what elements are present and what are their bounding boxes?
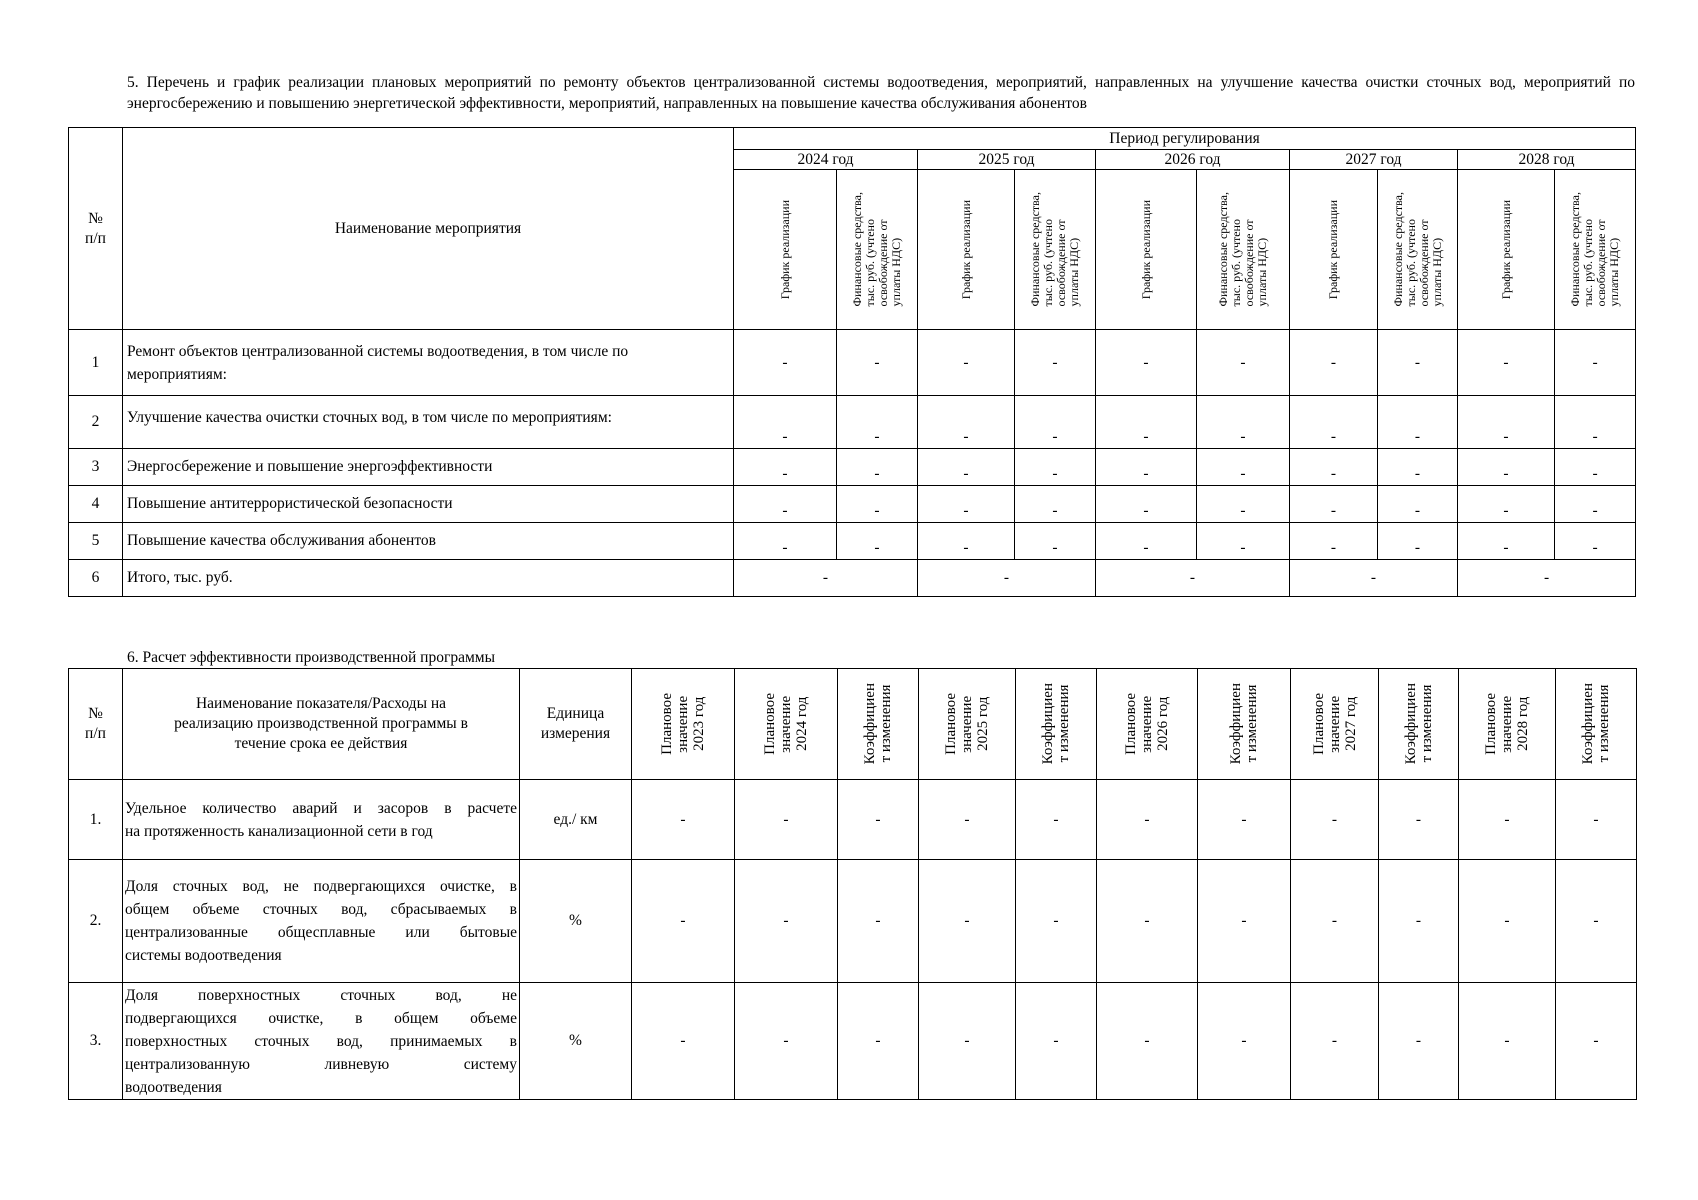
value-cell: - xyxy=(1291,860,1379,983)
value-cell: - xyxy=(1016,780,1097,860)
header-label: Коэффициен т изменения xyxy=(1402,683,1435,765)
col-header-change-coefficient xyxy=(1379,669,1459,780)
value-cell: - xyxy=(919,780,1016,860)
value-cell: - xyxy=(734,486,837,523)
value-cell: - xyxy=(838,983,919,1100)
efficiency-table xyxy=(68,668,1637,1100)
schedule-label: График реализации xyxy=(1138,199,1153,300)
value-cell: - xyxy=(1198,983,1291,1100)
header-label: Плановое значение 2023 год xyxy=(659,693,707,755)
col-header-year: 2025 год xyxy=(918,150,1096,170)
value-cell: - xyxy=(1097,780,1198,860)
table-row xyxy=(69,330,1636,396)
vertical-label xyxy=(1291,693,1378,755)
col-header-year: 2028 год xyxy=(1458,150,1636,170)
unit-cell: % xyxy=(520,860,632,983)
value-cell: - xyxy=(1097,983,1198,1100)
value-cell: - xyxy=(837,523,918,560)
value-cell: - xyxy=(1197,330,1290,396)
value-cell: - xyxy=(632,780,735,860)
value-cell: - xyxy=(1459,983,1556,1100)
value-cell: - xyxy=(838,860,919,983)
total-value-cell: - xyxy=(1458,560,1636,597)
header-label: Плановое значение 2026 год xyxy=(1123,693,1171,755)
vertical-label xyxy=(918,200,1014,299)
col-header-year: 2026 год xyxy=(1096,150,1290,170)
activity-name: Повышение качества обслуживания абонентов xyxy=(123,523,734,560)
activity-name: Улучшение качества очистки сточных вод, в том числе по мероприятиям: xyxy=(123,396,734,449)
finance-label: Финансовые средства, тыс. руб. (учтено освобождение от уплаты НДС) xyxy=(1216,192,1269,307)
value-cell: - xyxy=(1378,523,1458,560)
value-cell: - xyxy=(1290,330,1378,396)
vertical-label xyxy=(919,693,1015,755)
value-cell: - xyxy=(1378,449,1458,486)
vertical-label xyxy=(1458,200,1554,299)
value-cell: - xyxy=(918,330,1015,396)
indicator-name-line: водоотведения xyxy=(125,1078,222,1096)
finance-label: Финансовые средства, тыс. руб. (учтено освобождение от уплаты НДС) xyxy=(1390,192,1444,307)
vertical-label xyxy=(837,192,917,306)
vertical-label xyxy=(735,693,837,755)
col-header-year: 2027 год xyxy=(1290,150,1458,170)
table-row xyxy=(69,983,1637,1100)
header-label: Коэффициен т изменения xyxy=(862,683,894,765)
col-header-schedule xyxy=(918,170,1015,330)
activity-name: Повышение антитеррористической безопасности xyxy=(123,486,734,523)
vertical-label xyxy=(1096,200,1196,299)
value-cell: - xyxy=(838,780,919,860)
value-cell: - xyxy=(735,780,838,860)
header-label: Плановое значение 2027 год xyxy=(1310,693,1359,755)
table-row xyxy=(69,780,1637,860)
value-cell: - xyxy=(735,860,838,983)
indicator-name-line: на протяженность канализационной сети в год xyxy=(125,822,433,840)
vertical-label xyxy=(1459,693,1555,755)
value-cell: - xyxy=(1458,449,1555,486)
value-cell: - xyxy=(1556,780,1637,860)
col-header-number: № п/п xyxy=(69,669,123,780)
value-cell: - xyxy=(1458,330,1555,396)
col-header-change-coefficient xyxy=(1198,669,1291,780)
total-value-cell: - xyxy=(918,560,1096,597)
col-header-planned-value xyxy=(1291,669,1379,780)
total-row xyxy=(69,560,1636,597)
total-label: Итого, тыс. руб. xyxy=(123,560,734,597)
value-cell: - xyxy=(1197,396,1290,449)
indicator-name-line: системы водоотведения xyxy=(125,947,282,964)
value-cell: - xyxy=(1555,396,1636,449)
col-header-schedule xyxy=(1458,170,1555,330)
value-cell: - xyxy=(1378,396,1458,449)
activity-name: Ремонт объектов централизованной системы водоотведения, в том числе по мероприятиям: xyxy=(123,330,734,396)
value-cell: - xyxy=(918,486,1015,523)
vertical-label xyxy=(1379,683,1458,764)
col-header-indicator-name: Наименование показателя/Расходы на реализацию производственной программы в течение срока ее действия xyxy=(123,669,520,780)
col-header-change-coefficient xyxy=(838,669,919,780)
col-header-planned-value xyxy=(735,669,838,780)
table-row xyxy=(69,523,1636,560)
value-cell: - xyxy=(1555,449,1636,486)
value-cell: - xyxy=(1096,449,1197,486)
unit-cell: % xyxy=(520,983,632,1100)
col-header-finance xyxy=(1015,170,1096,330)
value-cell: - xyxy=(1378,330,1458,396)
value-cell: - xyxy=(1379,860,1459,983)
vertical-label xyxy=(1016,683,1096,764)
vertical-label xyxy=(1198,683,1290,764)
value-cell: - xyxy=(1198,860,1291,983)
value-cell: - xyxy=(1379,983,1459,1100)
unit-cell: ед./ км xyxy=(520,780,632,860)
col-header-finance xyxy=(837,170,918,330)
value-cell: - xyxy=(734,449,837,486)
col-header-planned-value xyxy=(919,669,1016,780)
value-cell: - xyxy=(837,449,918,486)
indicator-name xyxy=(123,983,520,1100)
value-cell: - xyxy=(1458,486,1555,523)
value-cell: - xyxy=(1290,396,1378,449)
value-cell: - xyxy=(1016,983,1097,1100)
col-header-schedule xyxy=(1096,170,1197,330)
col-header-change-coefficient xyxy=(1556,669,1637,780)
value-cell: - xyxy=(1555,486,1636,523)
value-cell: - xyxy=(1015,330,1096,396)
row-number: 1 xyxy=(69,330,123,396)
indicator-name xyxy=(123,780,520,860)
col-header-change-coefficient xyxy=(1016,669,1097,780)
value-cell: - xyxy=(918,523,1015,560)
value-cell: - xyxy=(1198,780,1291,860)
value-cell: - xyxy=(1015,449,1096,486)
value-cell: - xyxy=(837,396,918,449)
value-cell: - xyxy=(1458,523,1555,560)
col-header-finance xyxy=(1197,170,1290,330)
col-header-planned-value xyxy=(1459,669,1556,780)
col-header-activity-name: Наименование мероприятия xyxy=(123,128,734,330)
value-cell: - xyxy=(918,396,1015,449)
value-cell: - xyxy=(837,486,918,523)
table-row xyxy=(69,486,1636,523)
row-number: 3 xyxy=(69,449,123,486)
value-cell: - xyxy=(632,983,735,1100)
value-cell: - xyxy=(1290,523,1378,560)
value-cell: - xyxy=(1459,780,1556,860)
schedule-label: График реализации xyxy=(777,199,792,300)
col-header-planned-value xyxy=(632,669,735,780)
indicator-name-line: Удельное количество аварий и засоров в расчете xyxy=(125,799,517,817)
value-cell: - xyxy=(1379,780,1459,860)
indicator-name-line: централизованные общесплавные или бытовые xyxy=(125,924,517,941)
col-header-regulation-period: Период регулирования xyxy=(734,128,1636,150)
indicator-name-line: общем объеме сточных вод, сбрасываемых в xyxy=(125,901,517,918)
value-cell: - xyxy=(734,396,837,449)
section-6-heading: 6. Расчет эффективности производственной программы xyxy=(127,649,495,666)
value-cell: - xyxy=(1290,486,1378,523)
schedule-label: График реализации xyxy=(958,199,973,300)
finance-label: Финансовые средства, тыс. руб. (учтено освобождение от уплаты НДС) xyxy=(1568,192,1622,307)
value-cell: - xyxy=(1197,449,1290,486)
vertical-label xyxy=(1097,693,1197,755)
header-label: Плановое значение 2025 год xyxy=(943,693,991,755)
row-number: 5 xyxy=(69,523,123,560)
activities-schedule-table xyxy=(68,127,1636,597)
value-cell: - xyxy=(1096,486,1197,523)
schedule-label: График реализации xyxy=(1326,199,1340,300)
row-number: 6 xyxy=(69,560,123,597)
row-number: 3. xyxy=(69,983,123,1100)
vertical-label xyxy=(1556,683,1636,764)
header-label: Коэффициен т изменения xyxy=(1228,683,1260,765)
header-label: Коэффициен т изменения xyxy=(1040,683,1072,765)
value-cell: - xyxy=(632,860,735,983)
finance-label: Финансовые средства, тыс. руб. (учтено освобождение от уплаты НДС) xyxy=(850,192,903,307)
col-header-unit: Единица измерения xyxy=(520,669,632,780)
value-cell: - xyxy=(1378,486,1458,523)
vertical-label xyxy=(1378,192,1457,306)
header-label: Коэффициен т изменения xyxy=(1580,683,1612,765)
table-row xyxy=(69,396,1636,449)
value-cell: - xyxy=(1290,449,1378,486)
value-cell: - xyxy=(1555,330,1636,396)
vertical-label xyxy=(1197,192,1289,306)
value-cell: - xyxy=(1556,860,1637,983)
value-cell: - xyxy=(837,330,918,396)
header-label: Плановое значение 2028 год xyxy=(1483,693,1531,755)
row-number: 2 xyxy=(69,396,123,449)
col-header-finance xyxy=(1555,170,1636,330)
total-value-cell: - xyxy=(1096,560,1290,597)
vertical-label xyxy=(734,200,836,299)
value-cell: - xyxy=(1291,983,1379,1100)
row-number: 2. xyxy=(69,860,123,983)
value-cell: - xyxy=(1556,983,1637,1100)
vertical-label xyxy=(632,693,734,755)
value-cell: - xyxy=(1097,860,1198,983)
col-header-year: 2024 год xyxy=(734,150,918,170)
indicator-name xyxy=(123,860,520,983)
value-cell: - xyxy=(1096,523,1197,560)
value-cell: - xyxy=(918,449,1015,486)
col-header-finance xyxy=(1378,170,1458,330)
value-cell: - xyxy=(1096,396,1197,449)
header-label: Плановое значение 2024 год xyxy=(762,693,810,755)
col-header-schedule xyxy=(1290,170,1378,330)
indicator-name-line: подвергающихся очистке, в общем объеме xyxy=(125,1009,517,1027)
value-cell: - xyxy=(1197,523,1290,560)
value-cell: - xyxy=(1015,523,1096,560)
section-5-heading: 5. Перечень и график реализации плановых мероприятий по ремонту объектов централизованной системы водоотведения, мероприятий, направленных на улучшение качества очистки сточных вод, мероприятий по энергосбережению и повышению энергетической эффективности, мероприятий, направленных на повышение качества обслуживания абонентов xyxy=(127,74,1635,112)
total-value-cell: - xyxy=(734,560,918,597)
value-cell: - xyxy=(735,983,838,1100)
table-row xyxy=(69,449,1636,486)
vertical-label xyxy=(1015,192,1095,306)
value-cell: - xyxy=(1015,396,1096,449)
table-row xyxy=(69,860,1637,983)
value-cell: - xyxy=(1291,780,1379,860)
value-cell: - xyxy=(1015,486,1096,523)
value-cell: - xyxy=(1016,860,1097,983)
indicator-name-line: поверхностных сточных вод, принимаемых в xyxy=(125,1032,517,1050)
value-cell: - xyxy=(734,330,837,396)
activity-name: Энергосбережение и повышение энергоэффективности xyxy=(123,449,734,486)
finance-label: Финансовые средства, тыс. руб. (учтено освобождение от уплаты НДС) xyxy=(1028,192,1081,307)
vertical-label xyxy=(1555,192,1635,306)
value-cell: - xyxy=(919,860,1016,983)
vertical-label xyxy=(1290,200,1377,299)
schedule-label: График реализации xyxy=(1498,199,1513,300)
value-cell: - xyxy=(1096,330,1197,396)
value-cell: - xyxy=(1458,396,1555,449)
value-cell: - xyxy=(734,523,837,560)
indicator-name-line: Доля поверхностных сточных вод, не xyxy=(125,986,517,1004)
value-cell: - xyxy=(1459,860,1556,983)
row-number: 1. xyxy=(69,780,123,860)
indicator-name-line: централизованную ливневую систему xyxy=(125,1055,517,1073)
col-header-number: № п/п xyxy=(69,128,123,330)
total-value-cell: - xyxy=(1290,560,1458,597)
row-number: 4 xyxy=(69,486,123,523)
value-cell: - xyxy=(1197,486,1290,523)
vertical-label xyxy=(838,683,918,764)
col-header-schedule xyxy=(734,170,837,330)
value-cell: - xyxy=(1555,523,1636,560)
value-cell: - xyxy=(919,983,1016,1100)
indicator-name-line: Доля сточных вод, не подвергающихся очистке, в xyxy=(125,878,517,895)
col-header-planned-value xyxy=(1097,669,1198,780)
